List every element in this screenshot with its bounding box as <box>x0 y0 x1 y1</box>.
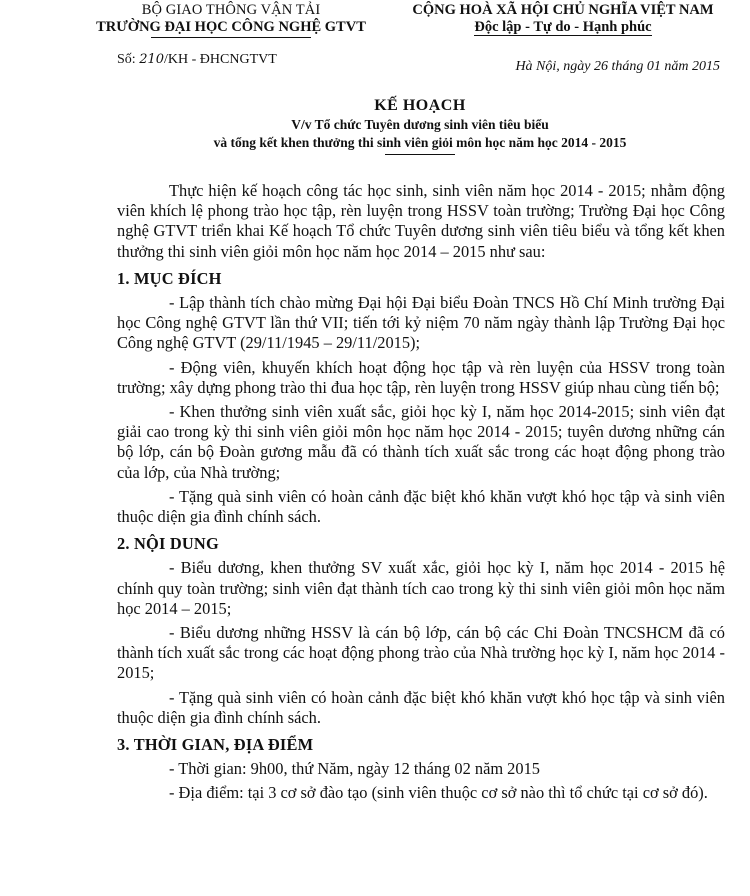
title-underline <box>385 154 455 155</box>
purpose-paragraph-4: - Tặng quà sinh viên có hoàn cảnh đặc biệt khó khăn vượt khó học tập và sinh viên thuộc diện gia đình chính sách. <box>117 486 725 527</box>
purpose-paragraph-3: - Khen thưởng sinh viên xuất sắc, giỏi học kỳ I, năm học 2014-2015; sinh viên đạt giải cao trong kỳ thi sinh viên giỏi môn học năm học 2014 - 2015; tuyên dương những cán bộ lớp, cán bộ Đoàn gương mẫu đã có thành tích xuất sắc trong các hoạt động phong trào của lớp, của Nhà trường; <box>117 402 725 482</box>
university-name: TRƯỜNG ĐẠI HỌC CÔNG NGHỆ GTVT <box>96 19 366 35</box>
doc-number-handwritten: 210 <box>139 52 165 67</box>
time-paragraph: - Thời gian: 9h00, thứ Năm, ngày 12 tháng 02 năm 2015 <box>169 759 540 779</box>
place-paragraph: - Địa điểm: tại 3 cơ sở đào tạo (sinh viên thuộc cơ sở nào thì tổ chức tại cơ sở đó). <box>169 783 708 803</box>
national-motto: Độc lập - Tự do - Hạnh phúc <box>474 19 652 35</box>
document-date: Hà Nội, ngày 26 tháng 01 năm 2015 <box>515 59 720 74</box>
title-sub-1: V/v Tổ chức Tuyên dương sinh viên tiêu biểu <box>291 117 549 132</box>
national-header <box>398 2 728 36</box>
ministry-name: BỘ GIAO THÔNG VẬN TẢI <box>141 2 321 18</box>
content-paragraph-2: - Biểu dương những HSSV là cán bộ lớp, cán bộ các Chi Đoàn TNCSHCM đã có thành tích xuất sắc trong các hoạt động phong trào của Nhà trường học kỳ I, năm học 2014 - 2015; <box>117 623 725 683</box>
title-sub-2: và tổng kết khen thưởng thi sinh viên giỏi môn học năm học 2014 - 2015 <box>213 135 627 150</box>
section-heading-purpose: 1. MỤC ĐÍCH <box>117 268 222 288</box>
purpose-paragraph-2: - Động viên, khuyến khích hoạt động học tập và rèn luyện của HSSV trong toàn trường; xây dựng phong trào thi đua học tập, rèn luyện trong HSSV giúp nhau cùng tiến bộ; <box>117 357 725 397</box>
section-heading-time-place: 3. THỜI GIAN, ĐỊA ĐIỂM <box>117 735 314 755</box>
national-title: CỘNG HOÀ XÃ HỘI CHỦ NGHĨA VIỆT NAM <box>412 2 714 18</box>
intro-paragraph: Thực hiện kế hoạch công tác học sinh, sinh viên năm học 2014 - 2015; nhằm động viên khích lệ phong trào học tập, rèn luyện trong HSSV toàn trường; Trường Đại học Công nghệ GTVT triển khai Kế hoạch Tổ chức Tuyên dương sinh viên tiêu biểu và tổng kết khen thưởng thi sinh viên giỏi môn học năm học 2014 – 2015 như sau: <box>117 181 725 261</box>
doc-number-prefix: Số: <box>117 52 136 67</box>
ministry-header <box>86 2 376 38</box>
doc-number-suffix: /KH - ĐHCNGTVT <box>164 52 277 67</box>
content-paragraph-3: - Tặng quà sinh viên có hoàn cảnh đặc biệt khó khăn vượt khó học tập và sinh viên thuộc diện gia đình chính sách. <box>117 687 725 727</box>
section-heading-content: 2. NỘI DUNG <box>117 534 219 554</box>
content-paragraph-1: - Biểu dương, khen thưởng SV xuất xắc, giỏi học kỳ I, năm học 2014 - 2015 hệ chính quy toàn trường; sinh viên đạt thành tích cao trong kỳ thi sinh viên giỏi môn học năm học 2014 – 2015; <box>117 558 725 618</box>
document-number <box>117 52 277 68</box>
purpose-paragraph-1: - Lập thành tích chào mừng Đại hội Đại biểu Đoàn TNCS Hồ Chí Minh trường Đại học Công nghệ GTVT lần thứ VII; tiến tới kỷ niệm 70 năm ngày thành lập Trường Đại học Công nghệ GTVT (29/11/1945 – 29/11/2015); <box>117 293 725 353</box>
header-left-underline <box>151 37 311 38</box>
document-title <box>95 96 745 155</box>
document-body <box>117 181 725 804</box>
title-main: KẾ HOẠCH <box>374 97 466 114</box>
